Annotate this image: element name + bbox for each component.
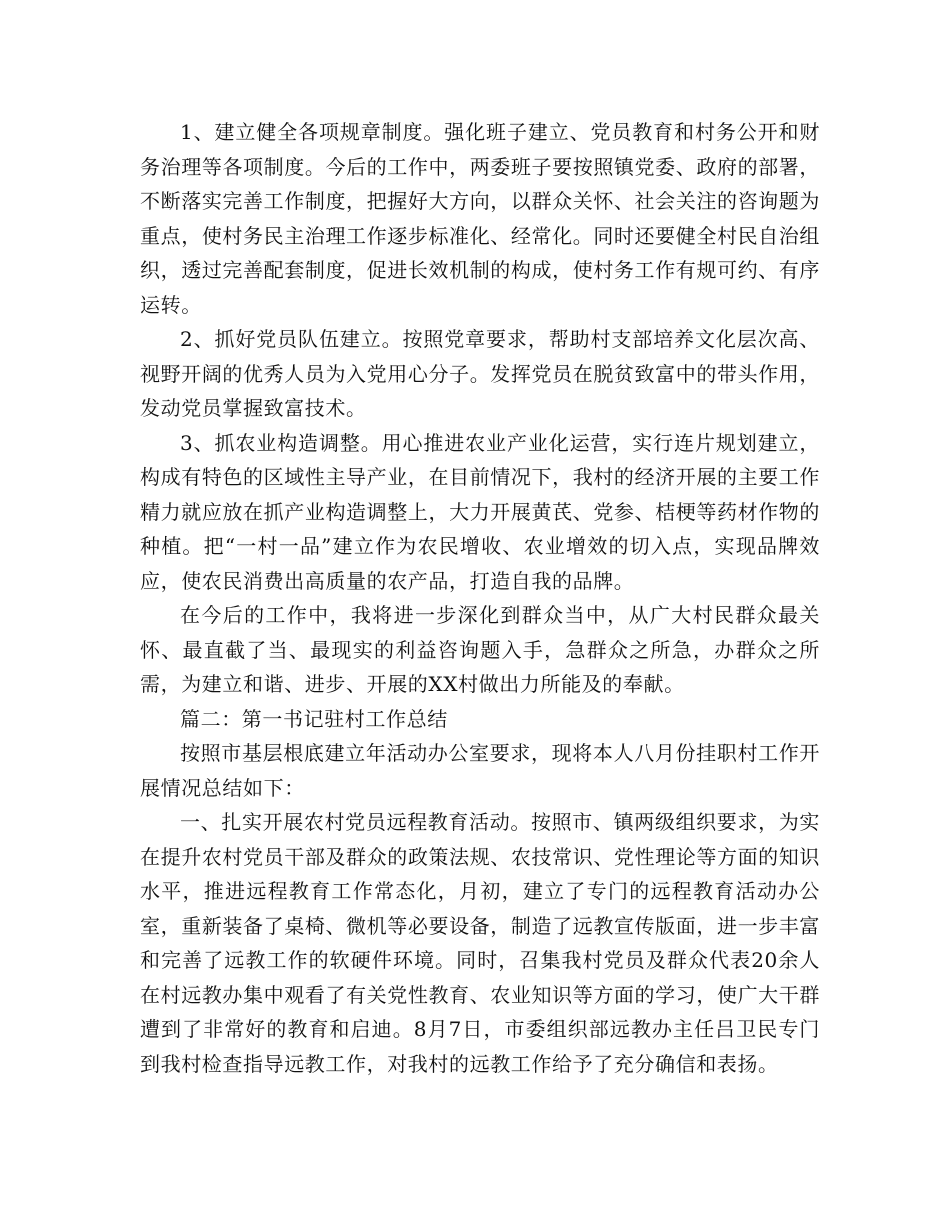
paragraph-party-members: 2、抓好党员队伍建立。按照党章要求，帮助村支部培养文化层次高、视野开阔的优秀人员为入党用心分子。发挥党员在脱贫致富中的带头作用，发动党员掌握致富技术。 — [140, 327, 820, 420]
document-body — [140, 115, 820, 1081]
section-heading: 篇二：第一书记驻村工作总结 — [180, 706, 448, 731]
paragraph-remote-education: 一、扎实开展农村党员远程教育活动。按照市、镇两级组织要求，为实在提升农村党员干部及群众的政策法规、农技常识、党性理论等方面的知识水平，推进远程教育工作常态化，月初，建立了专门的远程教育活动办公室，重新装备了桌椅、微机等必要设备，制造了远教宣传版面，进一步丰富和完善了远教工作的软硬件环境。同时，召集我村党员及群众代表20余人在村远教办集中观看了有关党性教育、农业知识等方面的学习，使广大干群遭到了非常好的教育和启迪。8月7日，市委组织部远教办主任吕卫民专门到我村检查指导远教工作，对我村的远教工作给予了充分确信和表扬。 — [140, 810, 820, 1076]
paragraph-future-work: 在今后的工作中，我将进一步深化到群众当中，从广大村民群众最关怀、最直截了当、最现实的利益咨询题入手，急群众之所急，办群众之所需，为建立和谐、进步、开展的XX村做出力所能及的奉献。 — [140, 603, 820, 696]
paragraph-rules-system: 1、建立健全各项规章制度。强化班子建立、党员教育和村务公开和财务治理等各项制度。今后的工作中，两委班子要按照镇党委、政府的部署，不断落实完善工作制度，把握好大方向，以群众关怀、社会关注的咨询题为重点，使村务民主治理工作逐步标准化、经常化。同时还要健全村民自治组织，透过完善配套制度，促进长效机制的构成，使村务工作有规可约、有序运转。 — [140, 120, 820, 317]
paragraph-agriculture-structure: 3、抓农业构造调整。用心推进农业产业化运营，实行连片规划建立，构成有特色的区域性主导产业，在目前情况下，我村的经济开展的主要工作精力就应放在抓产业构造调整上，大力开展黄芪、党参、桔梗等药材作物的种植。把“一村一品”建立作为农民增收、农业增效的切入点，实现品牌效应，使农民消费出高质量的农产品，打造自我的品牌。 — [140, 430, 820, 593]
paragraph-summary-intro: 按照市基层根底建立年活动办公室要求，现将本人八月份挂职村工作开展情况总结如下： — [140, 741, 820, 800]
